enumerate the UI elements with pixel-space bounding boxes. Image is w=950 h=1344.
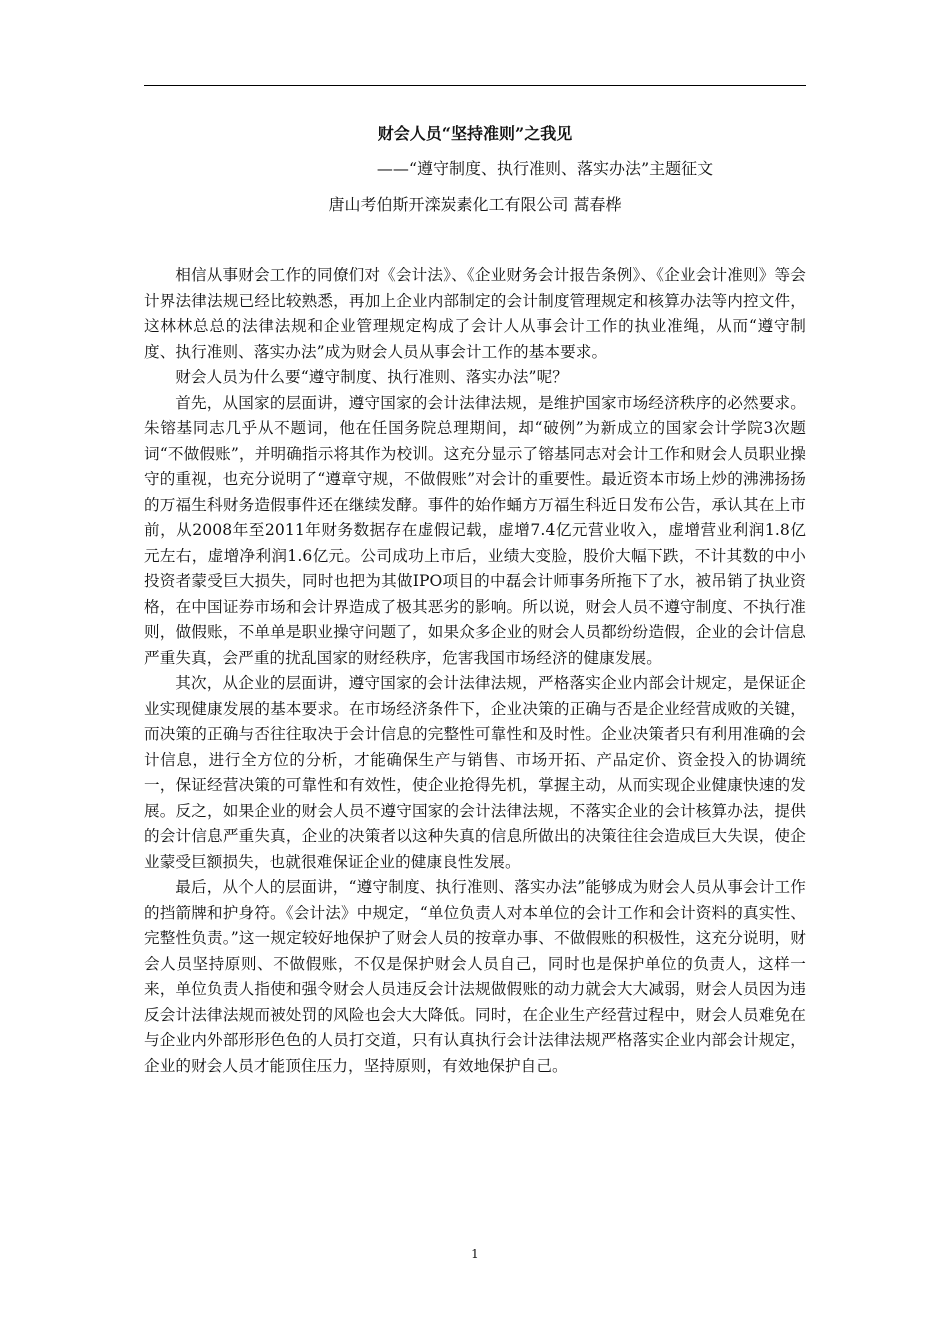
document-subtitle: ——“遵守制度、执行准则、落实办法”主题征文 — [376, 159, 714, 178]
paragraph-enterprise-level: 其次，从企业的层面讲，遵守国家的会计法律法规，严格落实企业内部会计规定，是保证企业实现健康发展的基本要求。在市场经济条件下，企业决策的正确与否是企业经营成败的关键，而决策的正确与否往往取决于会计信息的完整性可靠性和及时性。企业决策者只有利用准确的会计信息，进行全方位的分析，才能确保生产与销售、市场开拓、产品定价、资金投入的协调统一，保证经营决策的可靠性和有效性，使企业抢得先机，掌握主动，从而实现企业健康快速的发展。反之，如果企业的财会人员不遵守国家的会计法律法规，不落实企业的会计核算办法，提供的会计信息严重失真，企业的决策者以这种失真的信息所做出的决策往往会造成巨大失误，使企业蒙受巨额损失，也就很难保证企业的健康良性发展。 — [144, 674, 806, 871]
author-line: 唐山考伯斯开滦炭素化工有限公司 蒿春桦 — [328, 195, 622, 214]
page-number: 1 — [471, 1247, 479, 1261]
paragraph-intro: 相信从事财会工作的同僚们对《会计法》、《企业财务会计报告条例》、《企业会计准则》等会计界法律法规已经比较熟悉，再加上企业内部制定的会计制度管理规定和核算办法等内控文件，这林林总总的法律法规和企业管理规定构成了会计人从事会计工作的执业准绳，从而“遵守制度、执行准则、落实办法”成为财会人员从事会计工作的基本要求。 — [144, 266, 806, 361]
document-body — [144, 263, 806, 1079]
document-title: 财会人员“坚持准则”之我见 — [377, 124, 573, 143]
paragraph-national-level: 首先，从国家的层面讲，遵守国家的会计法律法规，是维护国家市场经济秩序的必然要求。朱镕基同志几乎从不题词，他在任国务院总理期间，却“破例”为新成立的国家会计学院3次题词“不做假账”，并明确指示将其作为校训。这充分显示了镕基同志对会计工作和财会人员职业操守的重视，也充分说明了“遵章守规，不做假账”对会计的重要性。最近资本市场上炒的沸沸扬扬的万福生科财务造假事件还在继续发酵。事件的始作蛹方万福生科近日发布公告，承认其在上市前，从2008年至2011年财务数据存在虚假记载，虚增7.4亿元营业收入，虚增营业利润1.8亿元左右，虚增净利润1.6亿元。公司成功上市后，业绩大变脸，股价大幅下跌，不计其数的中小投资者蒙受巨大损失，同时也把为其做IPO项目的中磊会计师事务所拖下了水，被吊销了执业资格，在中国证券市场和会计界造成了极其恶劣的影响。所以说，财会人员不遵守制度、不执行准则，做假账，不单单是职业操守问题了，如果众多企业的财会人员都纷纷造假，企业的会计信息严重失真，会严重的扰乱国家的财经秩序，危害我国市场经济的健康发展。 — [144, 393, 806, 667]
header-rule — [144, 85, 806, 86]
paragraph-personal-level: 最后，从个人的层面讲，“遵守制度、执行准则、落实办法”能够成为财会人员从事会计工作的挡箭牌和护身符。《会计法》中规定，“单位负责人对本单位的会计工作和会计资料的真实性、完整性负责。”这一规定较好地保护了财会人员的按章办事、不做假账的积极性，这充分说明，财会人员坚持原则、不做假账，不仅是保护财会人员自己，同时也是保护单位的负责人，这样一来，单位负责人指使和强令财会人员违反会计法规做假账的动力就会大大减弱，财会人员因为违反会计法律法规而被处罚的风险也会大大降低。同时，在企业生产经营过程中，财会人员难免在与企业内外部形形色色的人员打交道，只有认真执行会计法律法规严格落实企业内部会计规定，企业的财会人员才能顶住压力，坚持原则，有效地保护自己。 — [144, 878, 806, 1075]
paragraph-question: 财会人员为什么要“遵守制度、执行准则、落实办法”呢？ — [175, 368, 568, 386]
